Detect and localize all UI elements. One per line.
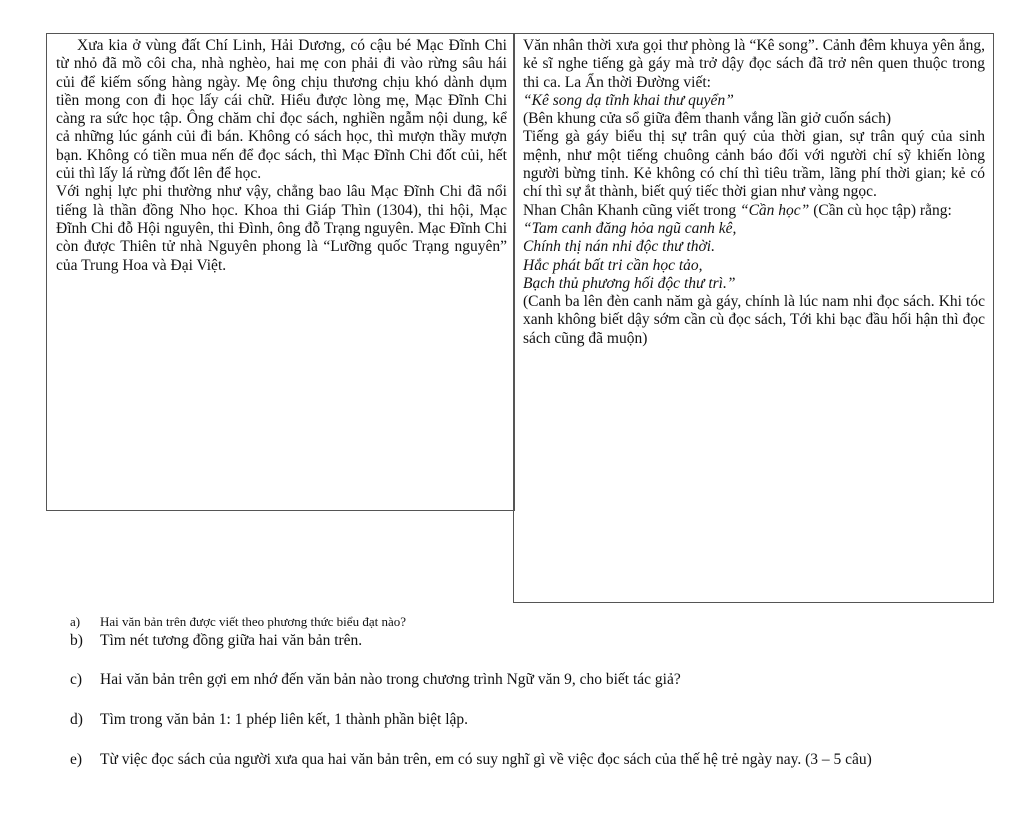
question-d [70,710,1000,729]
text2-paragraph-2: (Bên khung cửa sổ giữa đêm thanh vắng lần giở cuốn sách) [523,110,892,128]
poem-line-3: Hắc phát bất tri cần học tảo, [523,256,703,274]
poem-line-2: Chính thị nán nhi độc thư thời. [523,238,715,256]
question-text: Hai văn bản trên được viết theo phương thức biểu đạt nào? [100,614,406,629]
text2-p4-title: “Cần học” [739,201,810,219]
question-a [70,614,1000,630]
question-label: a) [70,614,81,629]
text1-paragraph-1: Xưa kia ở vùng đất Chí Linh, Hải Dương, có cậu bé Mạc Đĩnh Chi từ nhỏ đã mồ côi cha, nhà nghèo, hai mẹ con phải đi vào rừng sâu hái củi để kiếm sống hàng ngày. Mẹ ông chịu thương chịu khó dành dụm tiền mong con đi học lấy cái chữ. Hiểu được lòng mẹ, Mạc Đĩnh Chi càng ra sức học tập. Ông chăm chỉ đọc sách, nghiền ngẫm nội dung, kể cả những lúc gánh củi đi bán. Không có sách học, thì mượn thầy mượn bạn. Không có tiền mua nến để đọc sách, thì Mạc Đĩnh Chi đốt củi, hết củi thì lấy lá rừng đốt lên để học. [56,37,507,183]
question-b [70,631,1000,650]
text2-quote-1: “Kê song dạ tĩnh khai thư quyển” [523,91,734,109]
question-text: Từ việc đọc sách của người xưa qua hai văn bản trên, em có suy nghĩ gì về việc đọc sách của thế hệ trẻ ngày nay. (3 – 5 câu) [100,751,872,768]
text1-paragraph-2: Với nghị lực phi thường như vậy, chẳng bao lâu Mạc Đĩnh Chi đã nổi tiếng là thần đồng Nho học. Khoa thi Giáp Thìn (1304), thi hội, Mạc Đĩnh Chi đỗ Hội nguyên, thi Đình, ông đỗ Trạng nguyên. Mạc Đĩnh Chi còn được Thiên tử nhà Nguyên phong là “Lưỡng quốc Trạng nguyên” của Trung Hoa và Đại Việt. [56,183,507,274]
question-text: Tìm trong văn bản 1: 1 phép liên kết, 1 thành phần biệt lập. [100,711,469,728]
text2-paragraph-3: Tiếng gà gáy biểu thị sự trân quý của thời gian, sự trân quý của sinh mệnh, như một tiếng chuông cảnh báo đối với người chí sỹ khiến lòng người bừng tỉnh. Kẻ không có chí thì tiêu trầm, lãng phí thời gian; kẻ có chí thì sự ắt thành, biết quý tiếc thời gian như vàng ngọc. [523,128,985,201]
question-list [70,614,1000,769]
question-text: Hai văn bản trên gợi em nhớ đến văn bản nào trong chương trình Ngữ văn 9, cho biết tác giả? [100,671,681,688]
question-label: b) [70,632,83,649]
poem-line-4: Bạch thủ phương hối độc thư trì.” [523,274,736,292]
question-label: e) [70,751,83,768]
text2-p4-after: (Cần cù học tập) rằng: [809,201,952,219]
text-box-1 [46,33,515,511]
question-e [70,750,1000,769]
text2-paragraph-4 [523,202,985,220]
question-text: Tìm nét tương đồng giữa hai văn bản trên. [100,632,363,649]
text2-p4-before: Nhan Chân Khanh cũng viết trong [523,201,740,219]
question-label: c) [70,671,83,688]
text-box-2 [513,33,994,603]
text2-paragraph-1: Văn nhân thời xưa gọi thư phòng là “Kê song”. Cảnh đêm khuya yên ắng, kẻ sĩ nghe tiếng gà gáy mà trở dậy đọc sách đã trở nên quen thuộc trong thi ca. La Ẩn thời Đường viết: [523,37,985,91]
question-c [70,670,1000,689]
text2-paragraph-5: (Canh ba lên đèn canh năm gà gáy, chính là lúc nam nhi đọc sách. Khi tóc xanh không biết dậy sớm cần cù đọc sách, Tới khi bạc đầu hối hận thì đọc sách cũng đã muộn) [523,293,985,347]
poem-line-1: “Tam canh đăng hỏa ngũ canh kê, [523,219,737,237]
question-label: d) [70,711,83,728]
